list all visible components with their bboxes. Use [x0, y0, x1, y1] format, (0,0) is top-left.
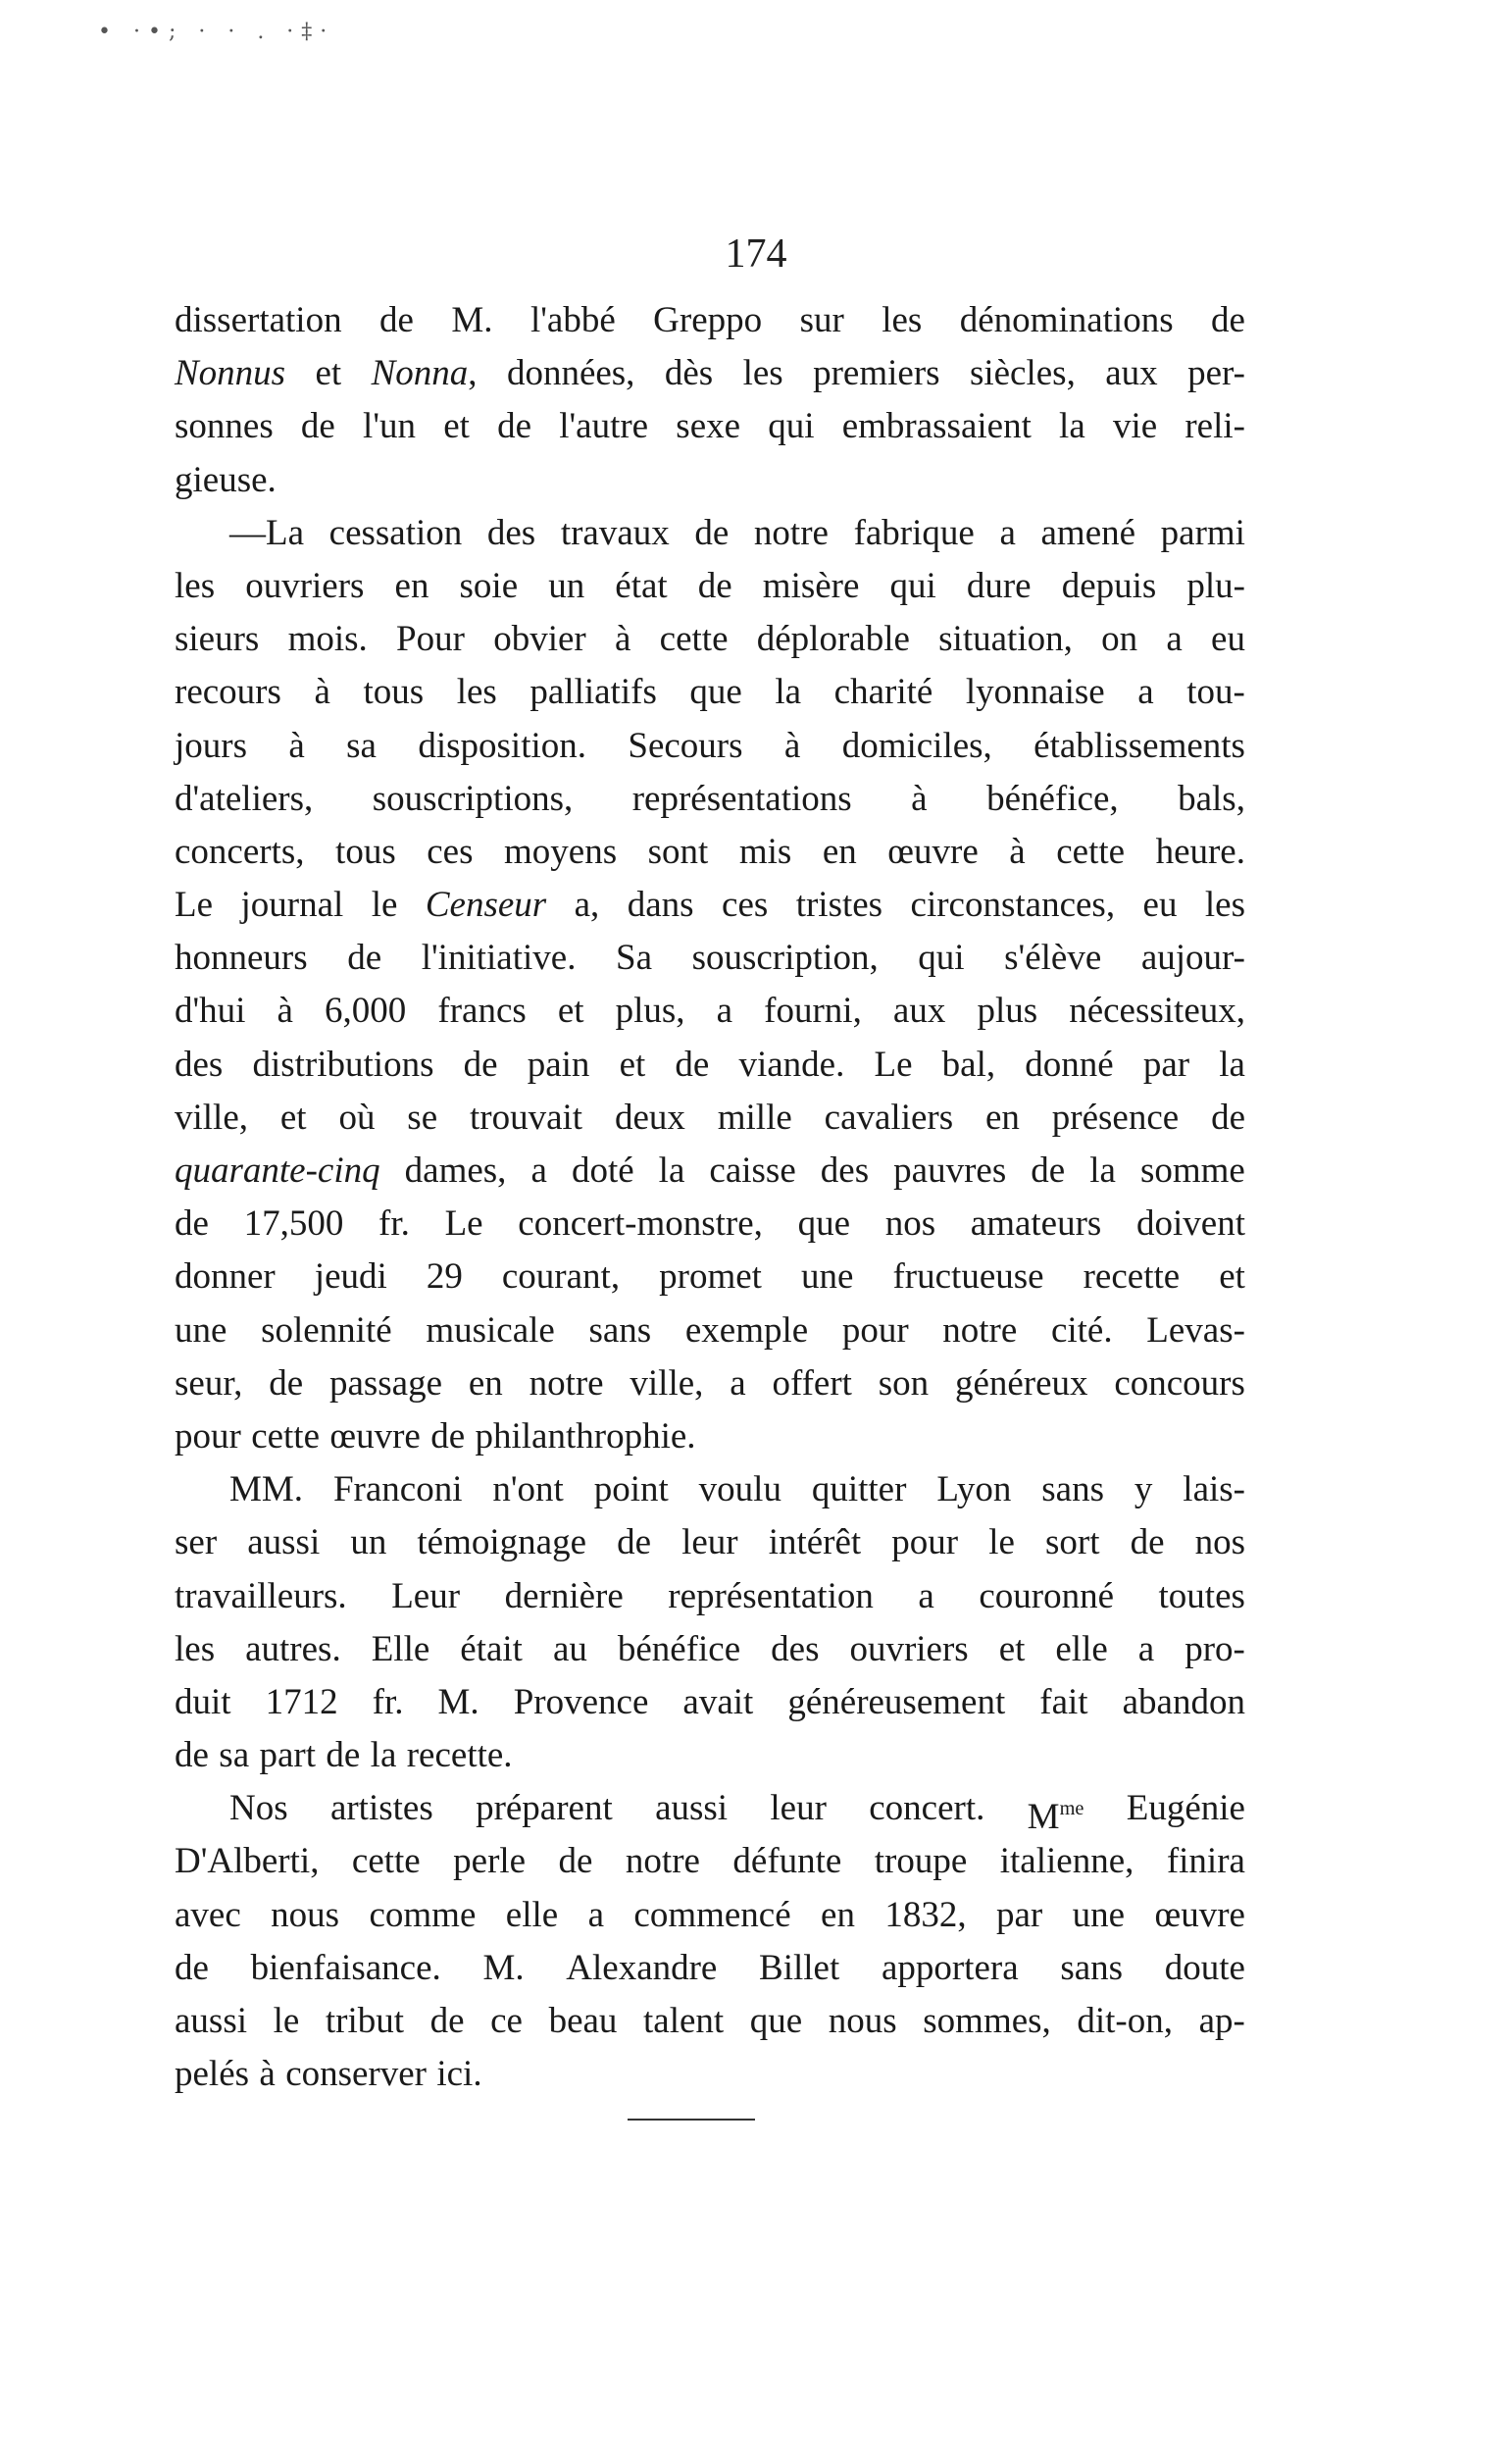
text-line: MM. Franconi n'ont point voulu quitter Lyon sans y lais-: [229, 1469, 1245, 1510]
text-line: —La cessation des travaux de notre fabrique a amené parmi: [229, 512, 1245, 553]
text-line: sieurs mois. Pour obvier à cette déplorable situation, on a eu: [175, 619, 1245, 660]
text-line: aussi le tribut de ce beau talent que nous sommes, dit-on, ap-: [175, 2001, 1245, 2041]
text-line: recours à tous les palliatifs que la charité lyonnaise a tou-: [175, 672, 1245, 713]
text-line: une solennité musicale sans exemple pour notre cité. Levas-: [175, 1309, 1245, 1351]
text-line: les ouvriers en soie un état de misère qui dure depuis plu-: [175, 565, 1245, 606]
text-line: donner jeudi 29 courant, promet une fructueuse recette et: [175, 1256, 1245, 1298]
section-end-rule: [628, 2119, 755, 2121]
text-line: Nonnus et Nonna, données, dès les premiers siècles, aux per-: [175, 353, 1245, 394]
text-line: d'hui à 6,000 francs et plus, a fourni, aux plus nécessiteux,: [175, 991, 1245, 1032]
text-line: gieuse.: [175, 459, 277, 500]
text-line: Le journal le Censeur a, dans ces tristes circonstances, eu les: [175, 885, 1245, 926]
text-line: travailleurs. Leur dernière représentation a couronné toutes: [175, 1575, 1245, 1616]
text-line: de sa part de la recette.: [175, 1735, 513, 1776]
text-line: d'ateliers, souscriptions, représentations à bénéfice, bals,: [175, 778, 1245, 819]
text-line: concerts, tous ces moyens sont mis en œuvre à cette heure.: [175, 831, 1245, 872]
text-line: ser aussi un témoignage de leur intérêt pour le sort de nos: [175, 1522, 1245, 1563]
page-number: 174: [725, 231, 787, 277]
body-text: [175, 294, 1245, 2101]
text-line: Nos artistes préparent aussi leur concert. $M^{me}$ Eugénie: [229, 1788, 1245, 1838]
text-line: quarante-cinq dames, a doté la caisse des pauvres de la somme: [175, 1150, 1245, 1191]
text-line: seur, de passage en notre ville, a offert son généreux concours: [175, 1362, 1245, 1404]
text-line: avec nous comme elle a commencé en 1832, par une œuvre: [175, 1894, 1245, 1935]
text-line: de bienfaisance. M. Alexandre Billet apportera sans doute: [175, 1947, 1245, 1988]
scan-specks: • ·•; · · . ·‡·: [98, 20, 335, 44]
text-line: honneurs de l'initiative. Sa souscription, qui s'élève aujour-: [175, 938, 1245, 979]
text-line: D'Alberti, cette perle de notre défunte troupe italienne, finira: [175, 1841, 1245, 1882]
text-line: des distributions de pain et de viande. Le bal, donné par la: [175, 1044, 1245, 1085]
text-line: pour cette œuvre de philanthrophie.: [175, 1415, 696, 1457]
text-line: sonnes de l'un et de l'autre sexe qui embrassaient la vie reli-: [175, 406, 1245, 447]
text-line: de 17,500 fr. Le concert-monstre, que nos amateurs doivent: [175, 1203, 1245, 1245]
text-line: les autres. Elle était au bénéfice des ouvriers et elle a pro-: [175, 1628, 1245, 1669]
text-line: jours à sa disposition. Secours à domiciles, établissements: [175, 725, 1245, 766]
text-line: duit 1712 fr. M. Provence avait généreusement fait abandon: [175, 1681, 1245, 1722]
text-line: pelés à conserver ici.: [175, 2054, 482, 2095]
text-line: dissertation de M. l'abbé Greppo sur les dénominations de: [175, 300, 1245, 340]
text-line: ville, et où se trouvait deux mille cavaliers en présence de: [175, 1097, 1245, 1138]
